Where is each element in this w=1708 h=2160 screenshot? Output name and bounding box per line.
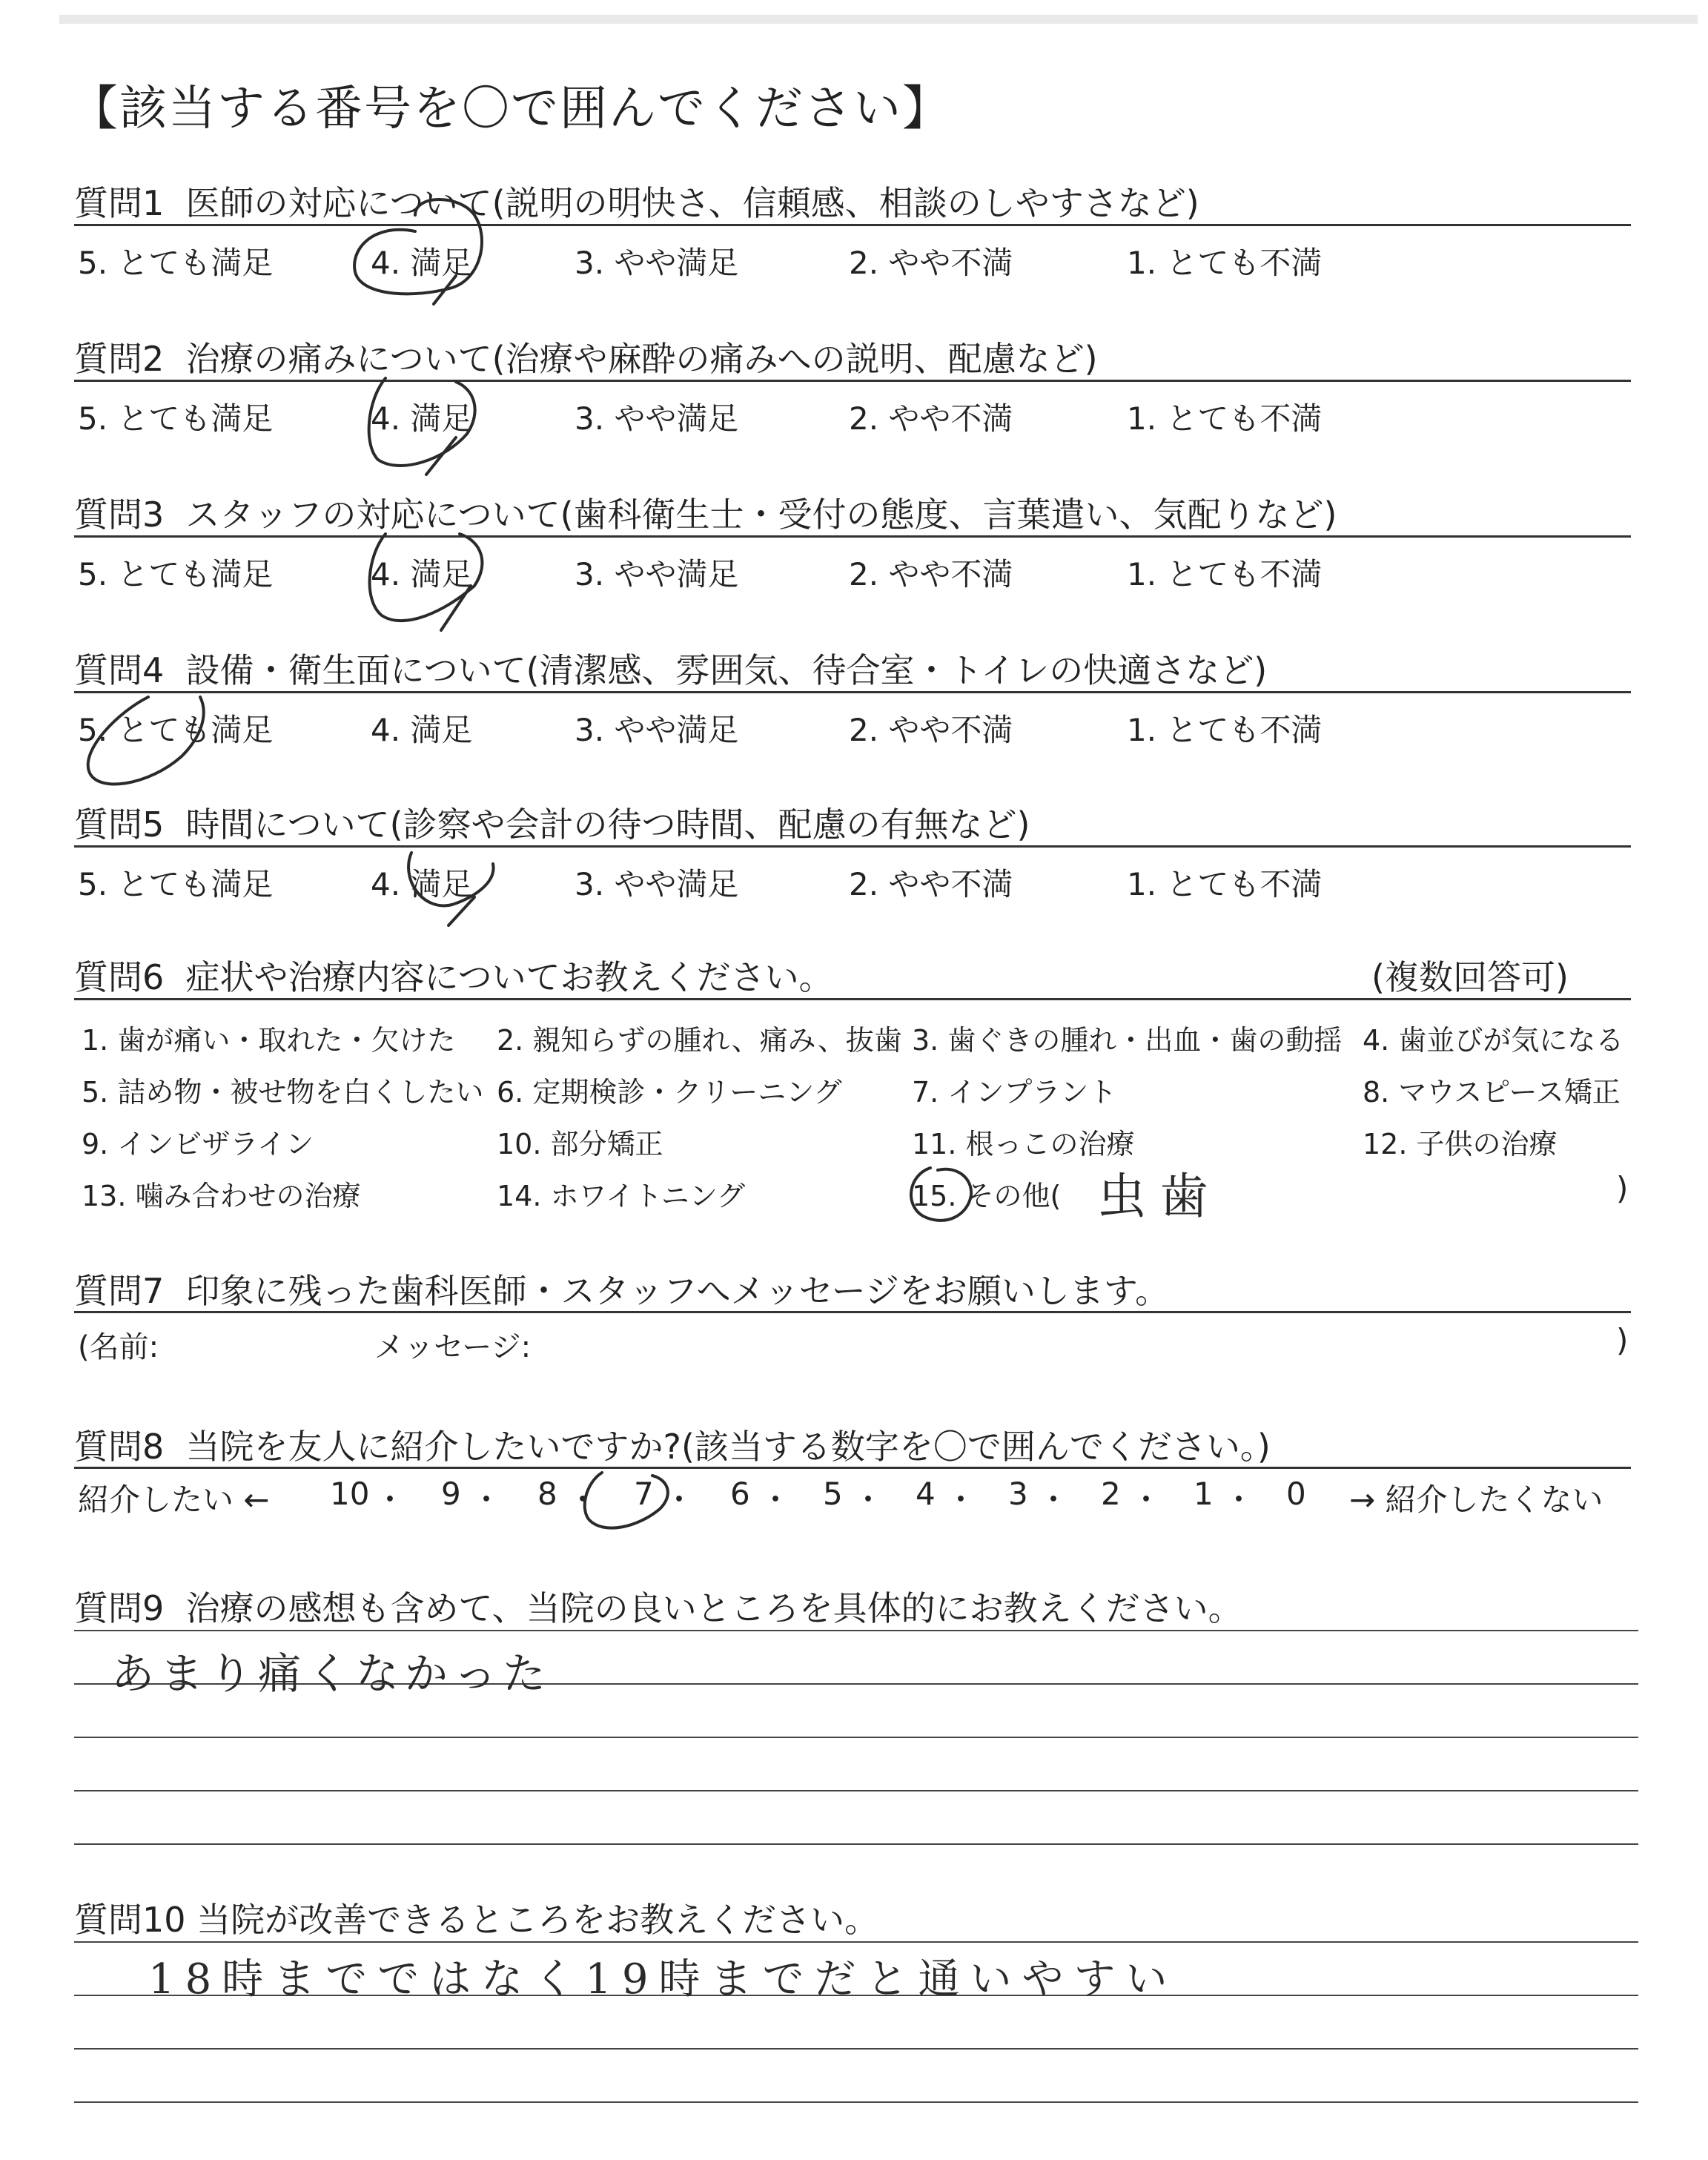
other-close-paren: ) xyxy=(1616,1170,1629,1206)
q6-option-1[interactable]: 1. 歯が痛い・取れた・欠けた xyxy=(82,1024,456,1057)
scale-8[interactable]: 8 xyxy=(537,1476,557,1512)
option-1[interactable]: 1. とても不満 xyxy=(1127,556,1323,592)
option-2[interactable]: 2. やや不満 xyxy=(849,866,1013,902)
question-text: 医師の対応について(説明の明快さ、信頼感、相談のしやすさなど) xyxy=(185,183,1199,223)
name-field-label: (名前: xyxy=(78,1330,159,1364)
question-label: 質問8 xyxy=(74,1427,165,1467)
option-1[interactable]: 1. とても不満 xyxy=(1127,866,1323,902)
option-1[interactable]: 1. とても不満 xyxy=(1127,245,1323,281)
q2-circle-mark xyxy=(369,378,475,466)
scale-right-label: → 紹介したくない xyxy=(1349,1482,1603,1518)
option-1[interactable]: 1. とても不満 xyxy=(1127,712,1323,748)
scale-0[interactable]: 0 xyxy=(1286,1476,1306,1512)
question-label: 質問1 xyxy=(74,183,165,223)
q6-option-9[interactable]: 9. インビザライン xyxy=(82,1128,314,1160)
q6-option-13[interactable]: 13. 噛み合わせの治療 xyxy=(82,1180,361,1212)
scale-9[interactable]: 9 xyxy=(441,1476,461,1512)
scale-4[interactable]: 4 xyxy=(916,1476,936,1512)
option-2[interactable]: 2. やや不満 xyxy=(849,556,1013,592)
q6-option-5[interactable]: 5. 詰め物・被せ物を白くしたい xyxy=(82,1076,484,1109)
question-text: スタッフの対応について(歯科衛生士・受付の態度、言葉遣い、気配りなど) xyxy=(185,495,1337,535)
q5-circle-mark xyxy=(408,853,493,905)
q10-handwritten-answer: 18時までではなく19時までだと通いやすい xyxy=(148,1955,1178,2004)
option-2[interactable]: 2. やや不満 xyxy=(849,245,1013,281)
scale-left-label: 紹介したい ← xyxy=(78,1482,270,1518)
scale-separator: ・ xyxy=(1131,1482,1162,1518)
question-text: 当院を友人に紹介したいですか?(該当する数字を〇で囲んでください。) xyxy=(185,1427,1271,1467)
scale-separator: ・ xyxy=(853,1482,884,1518)
scale-3[interactable]: 3 xyxy=(1008,1476,1028,1512)
q6-option-15-other[interactable]: 15. その他( xyxy=(912,1180,1062,1212)
q6-option-7[interactable]: 7. インプラント xyxy=(912,1076,1117,1109)
option-5[interactable]: 5. とても満足 xyxy=(78,866,274,902)
option-4[interactable]: 4. 満足 xyxy=(371,712,473,748)
option-1[interactable]: 1. とても不満 xyxy=(1127,400,1323,437)
multiple-answers-note: (複数回答可) xyxy=(1371,957,1569,997)
scale-separator: ・ xyxy=(471,1482,503,1518)
other-handwritten-answer: 虫歯 xyxy=(1097,1168,1222,1225)
q6-option-8[interactable]: 8. マウスピース矯正 xyxy=(1363,1076,1621,1109)
message-close-paren: ) xyxy=(1616,1322,1629,1358)
question-text: 治療の痛みについて(治療や麻酔の痛みへの説明、配慮など) xyxy=(185,339,1098,379)
q6-option-10[interactable]: 10. 部分矯正 xyxy=(497,1128,663,1160)
q6-option-6[interactable]: 6. 定期検診・クリーニング xyxy=(497,1076,842,1109)
question-label: 質問3 xyxy=(74,495,165,535)
question-label: 質問5 xyxy=(74,805,165,845)
option-2[interactable]: 2. やや不満 xyxy=(849,712,1013,748)
option-3[interactable]: 3. やや満足 xyxy=(575,712,739,748)
q2-tick-mark xyxy=(426,437,456,475)
q6-option-4[interactable]: 4. 歯並びが気になる xyxy=(1363,1024,1624,1057)
question-text: 治療の感想も含めて、当院の良いところを具体的にお教えください。 xyxy=(185,1588,1242,1628)
option-5[interactable]: 5. とても満足 xyxy=(78,245,274,281)
option-3[interactable]: 3. やや満足 xyxy=(575,866,739,902)
scale-separator: ・ xyxy=(663,1482,695,1518)
option-5[interactable]: 5. とても満足 xyxy=(78,556,274,592)
question-label: 質問6 xyxy=(74,957,165,997)
q6-option-15-circle-mark xyxy=(911,1168,971,1221)
option-2[interactable]: 2. やや不満 xyxy=(849,400,1013,437)
q1-circle-mark xyxy=(354,199,482,294)
option-4[interactable]: 4. 満足 xyxy=(371,556,473,592)
scale-separator: ・ xyxy=(945,1482,977,1518)
option-4[interactable]: 4. 満足 xyxy=(371,245,473,281)
option-5[interactable]: 5. とても満足 xyxy=(78,400,274,437)
question-text: 印象に残った歯科医師・スタッフへメッセージをお願いします。 xyxy=(185,1271,1170,1311)
question-label: 質問9 xyxy=(74,1588,165,1628)
question-text: 当院が改善できるところをお教えください。 xyxy=(196,1900,879,1940)
scale-2[interactable]: 2 xyxy=(1101,1476,1121,1512)
question-label: 質問10 xyxy=(74,1900,186,1940)
scale-7[interactable]: 7 xyxy=(634,1476,654,1512)
question-label: 質問2 xyxy=(74,339,165,379)
scale-5[interactable]: 5 xyxy=(823,1476,843,1512)
option-3[interactable]: 3. やや満足 xyxy=(575,245,739,281)
option-3[interactable]: 3. やや満足 xyxy=(575,556,739,592)
q6-option-11[interactable]: 11. 根っこの治療 xyxy=(912,1128,1135,1160)
scale-6[interactable]: 6 xyxy=(730,1476,750,1512)
page-title: 【該当する番号を〇で囲んでください】 xyxy=(70,82,951,136)
scale-separator: ・ xyxy=(374,1482,406,1518)
q4-circle-mark xyxy=(88,697,204,784)
q9-handwritten-answer: あまり痛くなかった xyxy=(111,1648,552,1699)
option-4[interactable]: 4. 満足 xyxy=(371,866,473,902)
question-label: 質問4 xyxy=(74,650,165,690)
question-text: 症状や治療内容についてお教えください。 xyxy=(185,957,833,997)
scale-1[interactable]: 1 xyxy=(1194,1476,1214,1512)
scale-separator: ・ xyxy=(567,1482,599,1518)
question-text: 時間について(診察や会計の待つ時間、配慮の有無など) xyxy=(185,805,1030,845)
message-field-label: メッセージ: xyxy=(374,1330,532,1364)
scale-separator: ・ xyxy=(760,1482,792,1518)
scale-separator: ・ xyxy=(1038,1482,1070,1518)
scale-10[interactable]: 10 xyxy=(330,1476,370,1512)
q6-option-3[interactable]: 3. 歯ぐきの腫れ・出血・歯の動揺 xyxy=(912,1024,1343,1057)
q6-option-12[interactable]: 12. 子供の治療 xyxy=(1363,1128,1558,1160)
scale-separator: ・ xyxy=(1223,1482,1255,1518)
q6-option-2[interactable]: 2. 親知らずの腫れ、痛み、抜歯 xyxy=(497,1024,902,1057)
q8-option-7-circle-mark xyxy=(585,1473,668,1528)
q6-option-14[interactable]: 14. ホワイトニング xyxy=(497,1180,746,1212)
question-text: 設備・衛生面について(清潔感、雰囲気、待合室・トイレの快適さなど) xyxy=(185,650,1268,690)
option-5[interactable]: 5. とても満足 xyxy=(78,712,274,748)
option-3[interactable]: 3. やや満足 xyxy=(575,400,739,437)
q3-circle-mark xyxy=(370,534,483,621)
question-label: 質問7 xyxy=(74,1271,165,1311)
option-4[interactable]: 4. 満足 xyxy=(371,400,473,437)
